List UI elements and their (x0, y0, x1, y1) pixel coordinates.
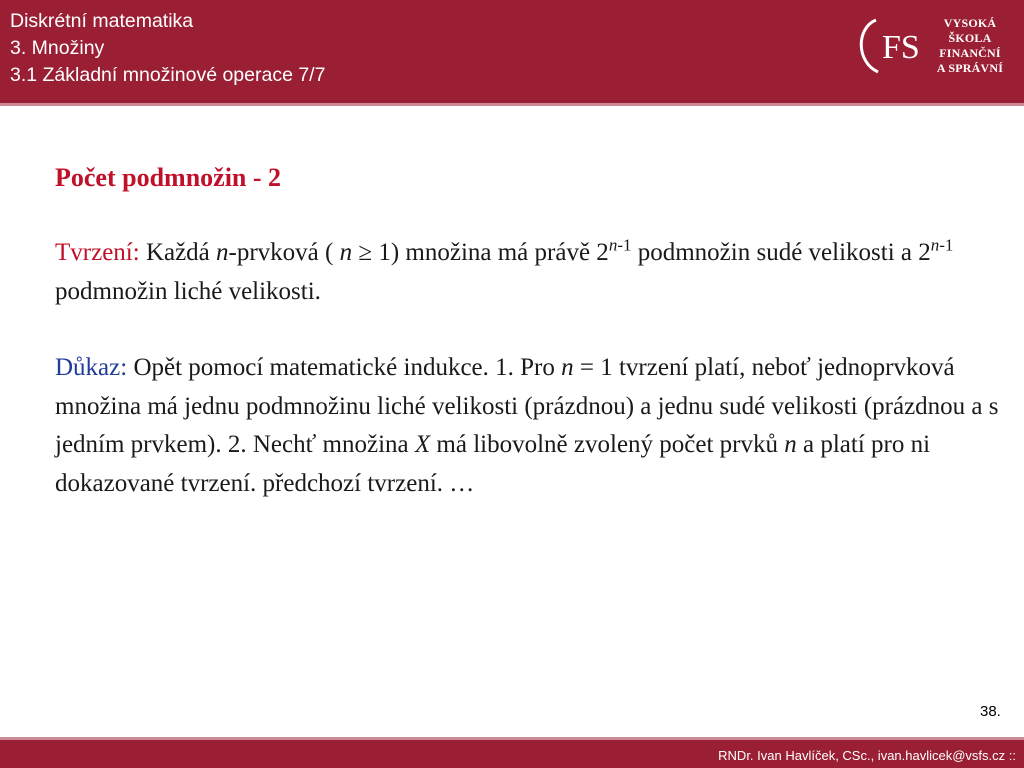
claim-paragraph: Tvrzení: Každá n-prvková ( n ≥ 1) množina má právě 2$^{n-1}$ podmnožin sudé velikosti a 2$^{n-1}$ podmnožin liché velikosti. (55, 235, 954, 305)
footer-bar (0, 737, 1024, 768)
header-bar (0, 0, 1024, 103)
header-title (10, 8, 325, 89)
page-number: 38. (980, 703, 1001, 720)
slide-heading: Počet podmnožin - 2 (55, 163, 282, 192)
section-title: 3.1 Základní množinové operace 7/7 (10, 64, 326, 86)
exponent: n-1 (608, 235, 632, 255)
proof-paragraph: Důkaz: Opět pomocí matematické indukce. 1. Pro n = 1 tvrzení platí, neboť jednoprvková množina má jednu podmnožinu liché velikosti (prázdnou) a jednu sudé velikosti (prázdnou a s jedním prvkem). 2. Nechť množina X má libovolně zvolený počet prvků n a platí pro ni dokazované tvrzení. předchozí tvrzení. … (55, 354, 999, 497)
proof-label: Důkaz: (55, 354, 128, 381)
footer-author: RNDr. Ivan Havlíček, CSc., ivan.havlicek@vsfs.cz :: (718, 748, 1016, 763)
logo-text: VYSOKÁ ŠKOLA FINANČNÍ A SPRÁVNÍ (936, 16, 1004, 75)
header-divider (0, 103, 1024, 106)
school-logo (852, 14, 1022, 76)
logo-emblem-icon (852, 14, 922, 76)
slide-content (55, 160, 1005, 503)
logo-monogram: FS (882, 29, 920, 66)
chapter-title: 3. Množiny (10, 37, 105, 59)
exponent: n-1 (930, 235, 954, 255)
claim-label: Tvrzení: (55, 239, 140, 266)
course-title: Diskrétní matematika (10, 10, 194, 32)
